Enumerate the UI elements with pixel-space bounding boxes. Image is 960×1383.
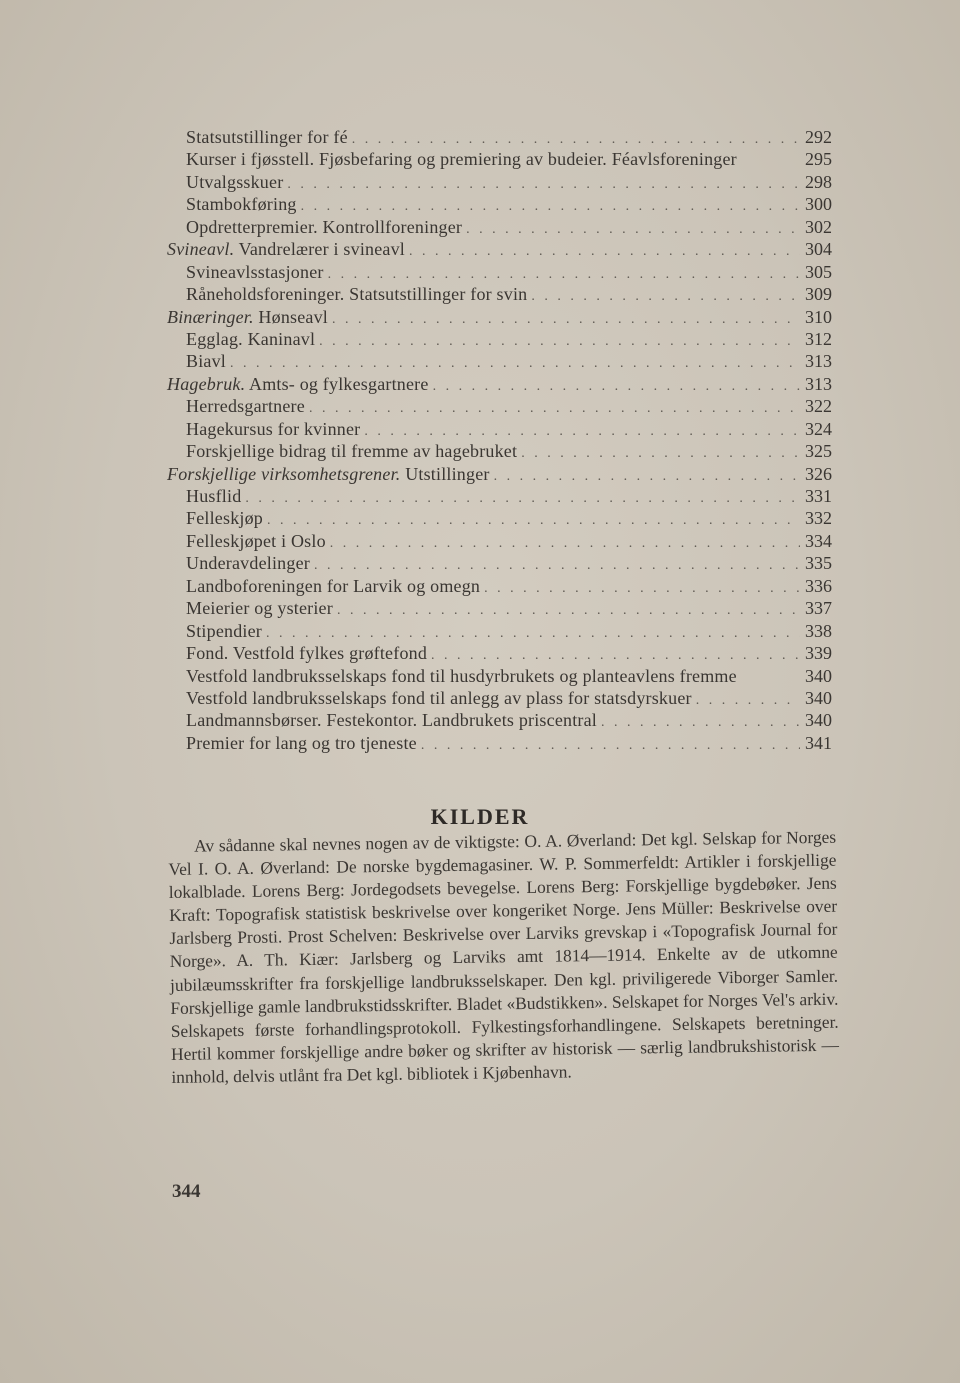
toc-entry xyxy=(0,642,960,664)
toc-entry-title xyxy=(167,463,490,485)
toc-entry-text: Utstillinger xyxy=(400,463,490,484)
toc-page-number: 340 xyxy=(805,710,832,731)
toc-section-label: Binæringer. xyxy=(167,306,254,327)
toc-entry xyxy=(0,530,960,552)
toc-entry xyxy=(0,463,960,485)
toc-entry-text: Svineavlsstasjoner xyxy=(186,261,324,282)
toc-page-number: 331 xyxy=(805,486,832,506)
toc-entry-title xyxy=(186,575,480,597)
toc-entry xyxy=(0,216,960,238)
toc-entry-title xyxy=(186,732,417,754)
toc-page-number: 309 xyxy=(805,284,832,305)
toc-entry xyxy=(0,306,960,328)
toc-entry-text: Vestfold landbruksselskaps fond til anlegg av plass for statsdyrskuer xyxy=(186,687,692,708)
toc-page-number: 336 xyxy=(805,575,832,596)
toc-entry xyxy=(0,597,960,619)
toc-entry-text: Stipendier xyxy=(186,620,262,641)
table-of-contents xyxy=(0,126,960,754)
toc-entry xyxy=(0,709,960,731)
toc-entry xyxy=(0,620,960,642)
toc-entry xyxy=(0,283,960,305)
toc-page-number: 310 xyxy=(805,306,832,327)
toc-entry-title xyxy=(186,530,326,552)
toc-entry-text: Kurser i fjøsstell. Fjøsbefaring og premiering av budeier. Féavlsforeninger xyxy=(186,149,737,170)
toc-entry-title xyxy=(186,261,324,283)
toc-entry-title xyxy=(186,709,597,731)
toc-entry-text: Husflid xyxy=(186,486,242,506)
toc-entry xyxy=(0,395,960,417)
toc-entry-text: Amts- og fylkesgartnere xyxy=(245,373,429,394)
toc-entry-title xyxy=(186,665,737,687)
toc-entry-title xyxy=(186,418,360,440)
toc-page-number: 322 xyxy=(805,396,832,417)
toc-entry xyxy=(0,687,960,709)
toc-entry xyxy=(0,665,960,687)
toc-entry-title xyxy=(186,507,263,529)
toc-section-label: Hagebruk. xyxy=(167,373,246,394)
toc-entry-title xyxy=(186,171,283,193)
toc-page-number: 300 xyxy=(805,194,832,215)
sources-heading: KILDER xyxy=(430,804,530,829)
toc-entry-text: Opdretterpremier. Kontrollforeninger xyxy=(186,216,463,237)
toc-page-number: 304 xyxy=(805,239,832,260)
toc-page-number: 324 xyxy=(805,418,832,439)
toc-entry-text: Statsutstillinger for fé xyxy=(186,127,348,147)
toc-entry-text: Landmannsbørser. Festekontor. Landbrukets priscentral xyxy=(186,710,598,731)
toc-page-number: 325 xyxy=(805,441,832,462)
toc-section-label: Svineavl. xyxy=(167,239,235,260)
toc-entry-text: Felleskjøp xyxy=(186,508,263,529)
toc-entry-title xyxy=(186,440,517,462)
toc-entry xyxy=(0,238,960,260)
toc-entry-title xyxy=(186,216,462,238)
toc-page-number: 312 xyxy=(805,328,832,349)
toc-page-number: 340 xyxy=(805,687,832,708)
toc-entry-title xyxy=(186,597,333,619)
toc-entry-text: Forskjellige bidrag til fremme av hagebruket xyxy=(186,441,518,462)
toc-entry-text: Stambokføring xyxy=(186,194,297,215)
toc-page-number: 340 xyxy=(805,665,832,686)
toc-page-number: 305 xyxy=(805,261,832,282)
toc-entry xyxy=(0,507,960,529)
toc-entry-text: Vestfold landbruksselskaps fond til husdyrbrukets og planteavlens fremme xyxy=(186,665,737,686)
toc-entry-title xyxy=(186,126,348,148)
toc-entry xyxy=(0,373,960,395)
toc-entry-title xyxy=(186,283,527,305)
toc-entry xyxy=(0,171,960,193)
toc-entry xyxy=(0,126,960,148)
toc-entry xyxy=(0,261,960,283)
toc-entry-text: Felleskjøpet i Oslo xyxy=(186,530,326,551)
toc-entry-text: Hagekursus for kvinner xyxy=(186,418,361,439)
toc-entry-text: Meierier og ysterier xyxy=(186,598,333,619)
toc-page-number: 292 xyxy=(805,127,832,147)
toc-page-number: 298 xyxy=(805,171,832,192)
toc-page-number: 302 xyxy=(805,216,832,237)
toc-entry-title xyxy=(186,350,226,372)
toc-page-number: 341 xyxy=(805,732,832,753)
toc-entry-title xyxy=(167,238,405,260)
toc-page-number: 313 xyxy=(805,351,832,372)
toc-page-number: 338 xyxy=(805,620,832,641)
toc-entry xyxy=(0,485,960,507)
toc-entry xyxy=(0,350,960,372)
toc-dot-leader xyxy=(421,735,800,757)
toc-entry-title xyxy=(186,620,262,642)
toc-entry-title xyxy=(186,395,305,417)
toc-entry-text: Utvalgsskuer xyxy=(186,171,284,192)
toc-page-number: 335 xyxy=(805,553,832,574)
toc-entry-text: Landboforeningen for Larvik og omegn xyxy=(186,575,481,596)
toc-entry-text: Underavdelinger xyxy=(186,553,310,574)
toc-entry-title xyxy=(186,552,310,574)
toc-entry-title xyxy=(186,485,241,507)
toc-page-number: 313 xyxy=(805,373,832,394)
toc-entry-title xyxy=(186,687,692,709)
toc-entry-title xyxy=(186,642,427,664)
toc-entry-text: Hønseavl xyxy=(253,306,329,327)
toc-entry xyxy=(0,193,960,215)
toc-entry-text: Egglag. Kaninavl xyxy=(186,328,316,349)
page-number: 344 xyxy=(172,1181,201,1202)
toc-entry-title xyxy=(186,328,315,350)
toc-entry xyxy=(0,575,960,597)
toc-entry-title xyxy=(186,148,737,170)
toc-section-label: Forskjellige virksomhetsgrener. xyxy=(167,463,401,484)
toc-entry xyxy=(0,440,960,462)
toc-entry-text: Herredsgartnere xyxy=(186,396,305,417)
toc-page-number: 334 xyxy=(805,530,832,551)
toc-entry-text: Vandrelærer i svineavl xyxy=(234,239,406,260)
toc-entry-text: Biavl xyxy=(186,351,226,372)
toc-page-number: 295 xyxy=(805,149,832,170)
toc-page-number: 332 xyxy=(805,508,832,529)
toc-entry-title xyxy=(186,193,297,215)
toc-entry-title xyxy=(167,373,429,395)
sources-body: Av sådanne skal nevnes nogen av de viktigste: O. A. Øverland: Det kgl. Selskap for Norges Vel I. O. A. Øverland: De norske bygdemagasiner. W. P. Sommerfeldt: Artikler i forskjellige lokalblade. Lorens Berg: Jordegodsets bevegelse. Lorens Berg: Forskjellige bygdebøker. Jens Kraft: Topografisk statistisk beskrivelse over kongeriket Norge. Jens Müller: Beskrivelse over Jarlsberg Prosti. Prost Schelven: Beskrivelse over Larviks grevskap i «Topografisk Journal for Norge». A. Th. Kiær: Jarlsberg og Larviks amt 1814—1914. Enkelte av de utkomne jubilæumsskrifter fra forskjellige landbruksselskaper. Den kgl. priviligerede Viborger Samler. Forskjellige gamle landbrukstidsskrifter. Bladet «Budstikken». Selskapet for Norges Vel's arkiv. Selskapets første forhandlingsprotokoll. Fylkestingsforhandlingene. Selskapets beretninger. Hertil kommer forskjellige andre bøker og skrifter av historisk — særlig landbrukshistorisk — innhold, delvis utlånt fra Det kgl. bibliotek i Kjøbenhavn. xyxy=(168,826,840,1087)
toc-entry xyxy=(0,328,960,350)
toc-page-number: 326 xyxy=(805,463,832,484)
toc-entry xyxy=(0,148,960,170)
toc-entry-text: Fond. Vestfold fylkes grøftefond xyxy=(186,643,428,664)
toc-entry-text: Premier for lang og tro tjeneste xyxy=(186,732,417,753)
toc-entry xyxy=(0,418,960,440)
toc-entry xyxy=(0,552,960,574)
toc-entry-title xyxy=(167,306,328,328)
sources-section xyxy=(168,826,839,1089)
toc-entry-text: Råneholdsforeninger. Statsutstillinger for svin xyxy=(186,284,528,305)
toc-page-number: 337 xyxy=(805,598,832,619)
toc-entry xyxy=(0,732,960,754)
toc-page-number: 339 xyxy=(805,643,832,664)
